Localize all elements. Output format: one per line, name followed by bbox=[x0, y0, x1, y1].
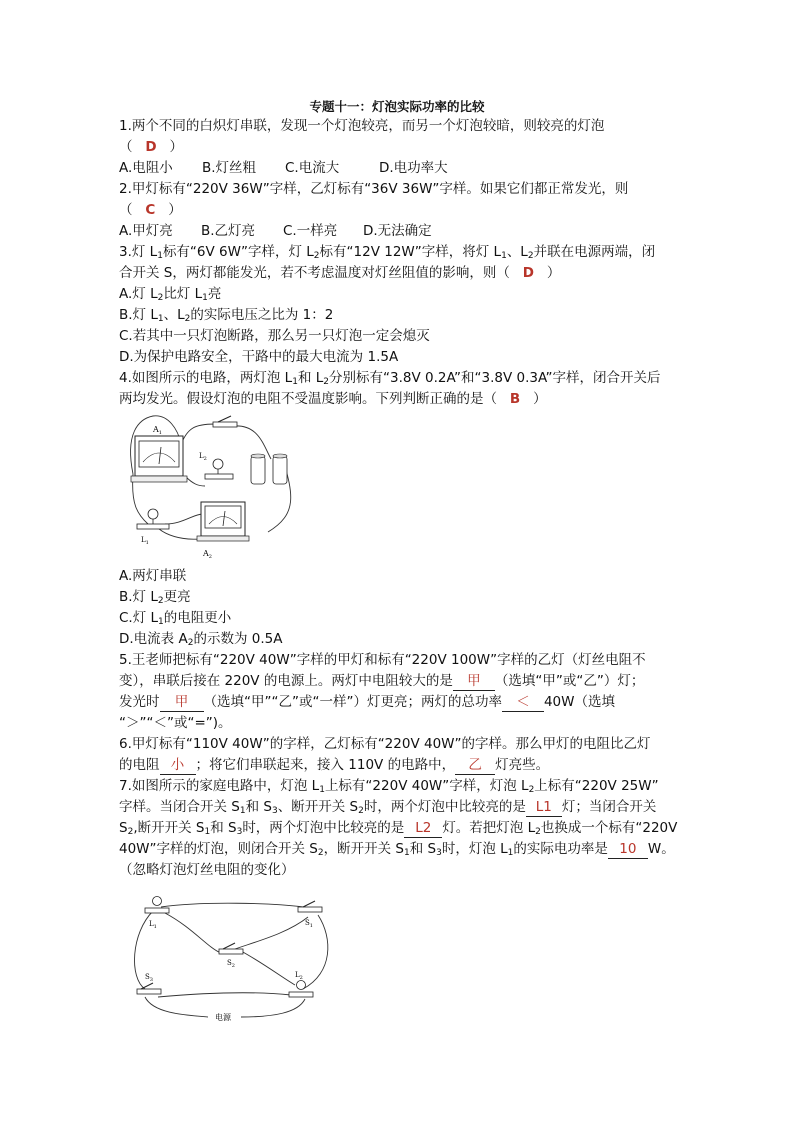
q6-blank-1: 小 bbox=[160, 757, 196, 775]
q7-line4: 40W”字样的灯泡，则闭合开关 $S_2$，断开开关 $S_1$和 $S_3$时，灯泡 $L_1$的实际电功率是 10 W。 bbox=[119, 841, 675, 858]
q7-blank-3: 10 bbox=[608, 841, 648, 859]
lamp-l1-icon bbox=[137, 509, 169, 529]
q6-line2: 的电阻 小 ；将它们串联起来，接入 110V 的电路中， 乙 灯亮些。 bbox=[119, 757, 550, 773]
wire bbox=[158, 993, 291, 997]
label-a1: $A_1$ bbox=[153, 425, 162, 436]
q5-line4: “＞”“＜”或“=”)。 bbox=[119, 715, 232, 731]
q1-options bbox=[119, 158, 689, 179]
q1-option-a: A.电阻小 bbox=[119, 160, 173, 176]
fig2-label-l1: $L_1$ bbox=[149, 920, 157, 930]
circuit-figure-q7 bbox=[123, 893, 338, 1023]
q5-line3: 发光时 甲 （选填“甲”“乙”或“一样”）灯更亮；两灯的总功率 ＜ 40W（选填 bbox=[119, 694, 615, 710]
q2-option-b: B.乙灯亮 bbox=[201, 223, 256, 239]
q3-option-d: D.为保护电路安全，干路中的最大电流为 1.5A bbox=[119, 349, 399, 365]
q3-answer: D bbox=[522, 265, 534, 281]
q2-option-d: D.无法确定 bbox=[363, 223, 432, 239]
fig2-label-s1: $S_1$ bbox=[305, 919, 313, 929]
wire bbox=[235, 917, 308, 949]
wire bbox=[181, 424, 215, 444]
q4-option-a: A.两灯串联 bbox=[119, 568, 187, 584]
fig2-label-power: 电源 bbox=[215, 1013, 231, 1022]
label-l2: $L_2$ bbox=[199, 452, 207, 462]
wire bbox=[165, 514, 203, 524]
q3-stem-line1: 3.灯 $L_1$标有“6V 6W”字样，灯 $L_2$标有“12V 12W”字样，将灯 $L_1$、$L_2$并联在电源两端，闭 bbox=[119, 244, 656, 261]
q1-option-d: D.电功率大 bbox=[379, 160, 448, 176]
switch-icon bbox=[213, 416, 237, 427]
q3-option-b: B.灯 $L_1$、$L_2$的实际电压之比为 1：2 bbox=[119, 307, 334, 324]
fig2-label-s3: $S_3$ bbox=[145, 973, 153, 983]
wire bbox=[241, 951, 295, 985]
q2-stem: 2.甲灯标有“220V 36W”字样，乙灯标有“36V 36W”字样。如果它们都正常发光，则 bbox=[119, 181, 629, 197]
q4-stem-line1: 4.如图所示的电路，两灯泡 $L_1$和 $L_2$分别标有“3.8V 0.2A”和“3.8V 0.3A”字样，闭合开关后 bbox=[119, 370, 661, 387]
page-title: 专题十一：灯泡实际功率的比较 bbox=[309, 99, 485, 114]
fig2-label-l2: $L_2$ bbox=[295, 971, 303, 981]
label-l1: $L_1$ bbox=[141, 536, 149, 546]
wire bbox=[161, 903, 303, 907]
q5-blank-1: 甲 bbox=[453, 673, 495, 691]
wire bbox=[165, 913, 221, 953]
q4-answer: B bbox=[509, 391, 521, 407]
wire bbox=[233, 426, 271, 459]
q7-blank-2: L2 bbox=[404, 820, 442, 838]
q6-line1: 6.甲灯标有“110V 40W”的字样，乙灯标有“220V 40W”的字样。那么甲灯的电阻比乙灯 bbox=[119, 736, 651, 752]
q2-option-c: C.一样亮 bbox=[283, 223, 338, 239]
q4-stem-line2: 两均发光。假设灯泡的电阻不受温度影响。下列判断正确的是（ B ） bbox=[119, 389, 689, 410]
q3-stem-line2: 合开关 S，两灯都能发光，若不考虑温度对灯丝阻值的影响，则（ D ） bbox=[119, 263, 689, 284]
lamp-l1-icon bbox=[145, 897, 169, 914]
q7-line2: 字样。当闭合开关 $S_1$和 $S_3$、断开开关 $S_2$时，两个灯泡中比较亮的是 L1 灯；当闭合开关 bbox=[119, 799, 657, 816]
question-list bbox=[119, 116, 689, 1023]
q4-option-b: B.灯 $L_2$更亮 bbox=[119, 589, 191, 606]
wire bbox=[241, 999, 305, 1017]
q3-option-a: A.灯 $L_2$比灯 $L_1$亮 bbox=[119, 286, 222, 303]
q5-line1: 5.王老师把标有“220V 40W”字样的甲灯和标有“220V 100W”字样的乙灯（灯丝电阻不 bbox=[119, 652, 646, 668]
battery-icon bbox=[251, 454, 287, 484]
q3-option-c: C.若其中一只灯泡断路，那么另一只灯泡一定会熄灭 bbox=[119, 328, 430, 344]
wire bbox=[145, 997, 208, 1017]
q5-blank-3: ＜ bbox=[502, 694, 544, 712]
wire bbox=[185, 476, 205, 486]
lamp-l2-icon bbox=[205, 459, 233, 479]
q5-line2: 变），串联后接在 220V 的电源上。两灯中电阻较大的是 甲 （选填“甲”或“乙”）灯； bbox=[119, 673, 645, 689]
q7-line3: $S_2$,断开开关 $S_1$和 $S_3$时，两个灯泡中比较亮的是 L2 灯。若把灯泡 $L_2$也换成一个标有“220V bbox=[119, 820, 678, 837]
q5-blank-2: 甲 bbox=[160, 694, 204, 712]
ammeter-a1-icon bbox=[131, 436, 187, 482]
q2-option-a: A.甲灯亮 bbox=[119, 223, 173, 239]
lamp-l2-icon bbox=[289, 981, 313, 998]
q1-stem: 1.两个不同的白炽灯串联，发现一个灯泡较亮，而另一个灯泡较暗，则较亮的灯泡 bbox=[119, 118, 605, 134]
fig2-label-s2: $S_2$ bbox=[227, 959, 235, 969]
q4-option-d: D.电流表 $A_2$的示数为 0.5A bbox=[119, 631, 283, 648]
q6-blank-2: 乙 bbox=[455, 757, 495, 775]
q1-option-b: B.灯丝粗 bbox=[202, 160, 257, 176]
q7-blank-1: L1 bbox=[526, 799, 562, 817]
q1-answer-line: （ D ） bbox=[119, 137, 689, 158]
q2-answer-line: （ C ） bbox=[119, 200, 689, 221]
q1-answer: D bbox=[145, 139, 157, 155]
q2-options bbox=[119, 221, 689, 242]
label-a2: $A_2$ bbox=[203, 549, 212, 560]
q7-line1: 7.如图所示的家庭电路中，灯泡 $L_1$上标有“220V 40W”字样，灯泡 $L_2$上标有“220V 25W” bbox=[119, 778, 659, 795]
ammeter-a2-icon bbox=[197, 502, 249, 541]
q2-answer: C bbox=[145, 202, 156, 218]
circuit-figure-q4 bbox=[123, 414, 313, 564]
q1-option-c: C.电流大 bbox=[285, 160, 340, 176]
switch-s2-icon bbox=[219, 943, 243, 954]
q7-line5: （忽略灯泡灯丝电阻的变化） bbox=[119, 862, 295, 878]
q4-option-c: C.灯 $L_1$的电阻更小 bbox=[119, 610, 232, 627]
